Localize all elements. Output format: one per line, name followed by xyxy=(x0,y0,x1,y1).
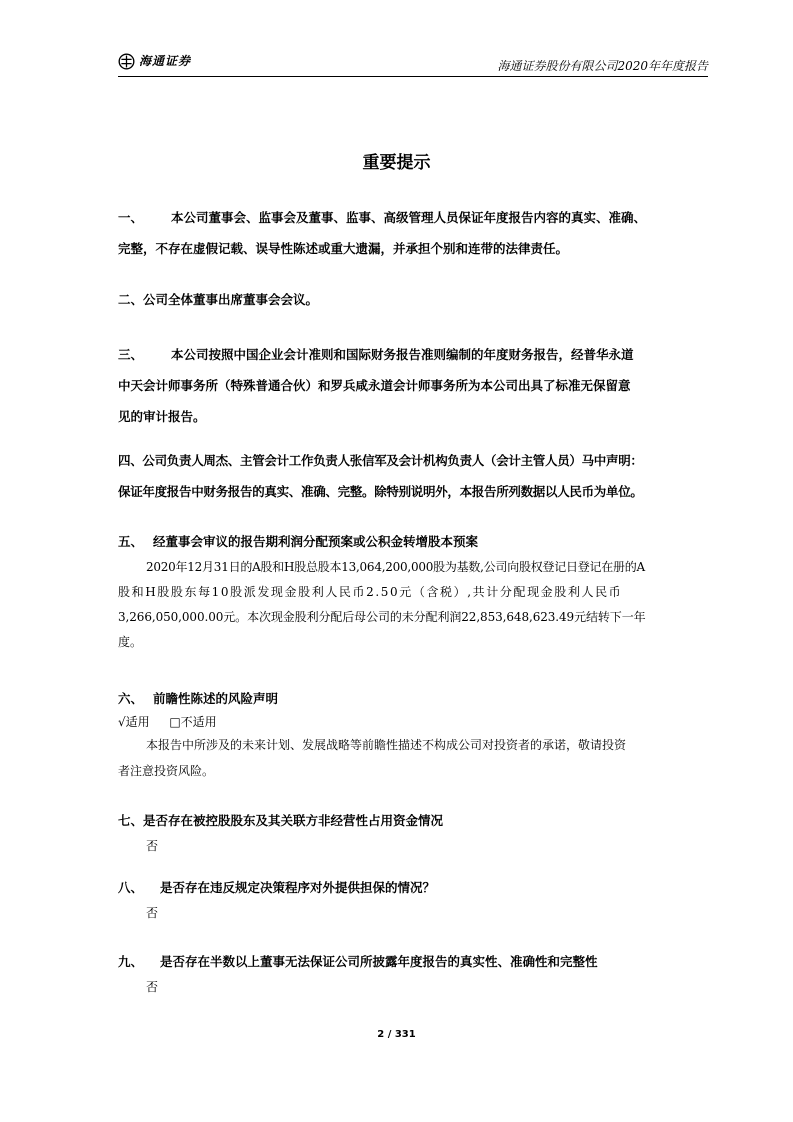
section-6 xyxy=(118,686,708,784)
section-5-number: 五、 xyxy=(118,534,144,549)
option-applicable: √适用 xyxy=(118,715,150,729)
section-5-line-1: 2020年12月31日的A股和H股总股本13,064,200,000股为基数,公司向股权登记日登记在册的A xyxy=(146,560,645,574)
section-3-line-2: 中天会计师事务所（特殊普通合伙）和罗兵咸永道会计师事务所为本公司出具了标准无保留意 xyxy=(118,378,631,393)
section-9-heading: 是否存在半数以上董事无法保证公司所披露年度报告的真实性、准确性和完整性 xyxy=(160,954,598,969)
option-not-applicable: □不适用 xyxy=(169,715,217,729)
section-7-answer: 否 xyxy=(146,839,159,853)
section-1 xyxy=(118,202,708,264)
company-logo xyxy=(118,52,191,70)
section-3-number: 三、 xyxy=(118,347,144,362)
page-header xyxy=(118,50,708,78)
section-5 xyxy=(118,529,708,655)
section-6-number: 六、 xyxy=(118,691,144,706)
section-2 xyxy=(118,284,708,315)
section-5-line-3: 3,266,050,000.00元。本次现金股利分配后母公司的未分配利润22,853,648,623.49元结转下一年 xyxy=(118,610,646,624)
section-4 xyxy=(118,445,708,507)
section-1-line-1: 本公司董事会、监事会及董事、监事、高级管理人员保证年度报告内容的真实、准确、 xyxy=(171,210,647,225)
section-9 xyxy=(118,949,708,1000)
section-7-heading: 七、是否存在被控股股东及其关联方非经营性占用资金情况 xyxy=(118,813,444,828)
header-divider xyxy=(118,76,708,77)
logo-text: 海通证券 xyxy=(139,54,192,68)
section-8-heading: 是否存在违反规定决策程序对外提供担保的情况？ xyxy=(160,880,436,895)
logo-emblem-icon xyxy=(118,53,135,70)
section-7 xyxy=(118,808,708,859)
section-6-line-1: 本报告中所涉及的未来计划、发展战略等前瞻性描述不构成公司对投资者的承诺，敬请投资 xyxy=(146,738,627,752)
section-3 xyxy=(118,339,708,432)
section-4-line-2: 保证年度报告中财务报告的真实、准确、完整。除特别说明外，本报告所列数据以人民币为单位。 xyxy=(118,484,643,499)
section-6-line-2: 者注意投资风险。 xyxy=(118,764,215,778)
report-title: 海通证券股份有限公司2020年年度报告 xyxy=(497,59,708,73)
section-8-answer: 否 xyxy=(146,906,159,920)
section-1-number: 一、 xyxy=(118,210,144,225)
page-number: 2 / 331 xyxy=(377,1029,416,1040)
section-5-line-2: 股和H股股东每10股派发现金股利人民币2.50元（含税）,共计分配现金股利人民币 xyxy=(118,585,623,599)
section-3-line-1: 本公司按照中国企业会计准则和国际财务报告准则编制的年度财务报告，经普华永道 xyxy=(171,347,634,362)
section-3-line-3: 见的审计报告。 xyxy=(118,409,206,424)
page-title: 重要提示 xyxy=(362,153,431,173)
section-8-number: 八、 xyxy=(118,880,144,895)
applicability-options xyxy=(118,712,708,732)
section-2-text: 二、公司全体董事出席董事会会议。 xyxy=(118,292,319,307)
section-5-line-4: 度。 xyxy=(118,635,143,649)
section-8 xyxy=(118,875,708,926)
section-4-line-1: 四、公司负责人周杰、主管会计工作负责人张信军及会计机构负责人（会计主管人员）马中声明： xyxy=(118,453,643,468)
section-9-number: 九、 xyxy=(118,954,144,969)
section-1-line-2: 完整，不存在虚假记载、误导性陈述或重大遗漏，并承担个别和连带的法律责任。 xyxy=(118,241,569,256)
section-6-heading: 前瞻性陈述的风险声明 xyxy=(153,691,279,706)
section-5-heading: 经董事会审议的报告期利润分配预案或公积金转增股本预案 xyxy=(153,534,479,549)
section-9-answer: 否 xyxy=(146,980,159,994)
